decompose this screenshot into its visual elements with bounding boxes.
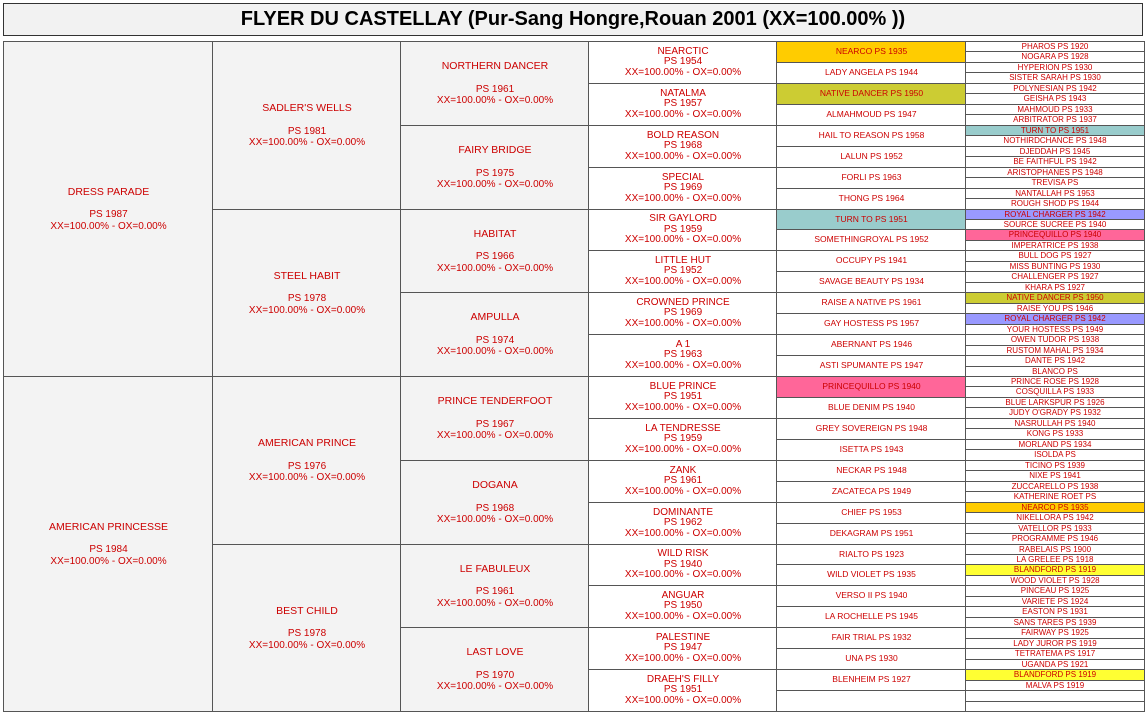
horse-name: LALUN PS 1952 [840, 151, 903, 162]
horse-name: SADLER'S WELLS [262, 102, 352, 115]
g5-horse-cell [776, 564, 967, 586]
horse-blood-percentage: XX=100.00% - OX=0.00% [624, 192, 742, 204]
horse-name: NANTALLAH PS 1953 [1015, 188, 1095, 198]
horse-name: DRESS PARADE [67, 185, 150, 198]
horse-name: OCCUPY PS 1941 [835, 255, 908, 266]
horse-breed-year: PS 1961 [663, 475, 703, 487]
horse-blood-percentage: XX=100.00% - OX=0.00% [248, 304, 366, 316]
g5-horse-cell [776, 188, 967, 210]
horse-name: NEARCO PS 1935 [835, 46, 908, 57]
horse-name: CHIEF PS 1953 [841, 507, 902, 518]
g5-horse-cell [776, 544, 967, 565]
horse-name: BLUE DENIM PS 1940 [828, 402, 915, 413]
page-title: FLYER DU CASTELLAY (Pur-Sang Hongre,Rouan 2001 (XX=100.00% )) [3, 3, 1143, 36]
horse-name: MISS BUNTING PS 1930 [1009, 261, 1101, 271]
horse-name: PRINCE ROSE PS 1928 [1010, 376, 1100, 386]
horse-breed-year: PS 1984 [89, 544, 128, 556]
horse-breed-year: PS 1974 [475, 334, 515, 346]
horse-name: YOUR HOSTESS PS 1949 [1006, 324, 1104, 334]
horse-name: NEARCO PS 1935 [1021, 502, 1089, 512]
horse-name: DRAEH'S FILLY [646, 673, 720, 685]
horse-breed-year: PS 1961 [475, 586, 515, 598]
horse-breed-year: PS 1966 [475, 251, 515, 263]
horse-name: NASRULLAH PS 1940 [1014, 418, 1096, 428]
horse-name: SANS TARES PS 1939 [1013, 617, 1097, 627]
horse-breed-year: PS 1952 [663, 265, 703, 277]
horse-name: RUSTOM MAHAL PS 1934 [1006, 345, 1104, 355]
g5-horse-cell [776, 376, 967, 398]
horse-name: OWEN TUDOR PS 1938 [1010, 335, 1100, 344]
horse-name: GAY HOSTESS PS 1957 [823, 318, 920, 329]
horse-name: WOOD VIOLET PS 1928 [1010, 575, 1100, 585]
g5-horse-cell [776, 690, 967, 712]
horse-breed-year: PS 1961 [475, 83, 515, 95]
horse-name: SPECIAL [661, 171, 705, 183]
g5-horse-cell [776, 523, 967, 545]
horse-breed-year: PS 1962 [663, 517, 703, 529]
horse-blood-percentage: XX=100.00% - OX=0.00% [248, 639, 366, 651]
horse-name: SIR GAYLORD [649, 213, 717, 225]
horse-name: NATALMA [660, 87, 706, 99]
horse-name: LA ROCHELLE PS 1945 [824, 611, 919, 622]
g5-horse-cell [776, 627, 967, 649]
horse-name: ANGUAR [661, 589, 705, 601]
horse-name: FAIRWAY PS 1925 [1021, 628, 1089, 637]
horse-name: A 1 [675, 338, 691, 350]
horse-name: SISTER SARAH PS 1930 [1009, 73, 1101, 82]
horse-blood-percentage: XX=100.00% - OX=0.00% [624, 569, 742, 581]
g5-horse-cell [776, 397, 967, 419]
horse-blood-percentage: XX=100.00% - OX=0.00% [624, 527, 742, 539]
horse-name: RAISE YOU PS 1946 [1016, 303, 1094, 313]
horse-name: ROUGH SHOD PS 1944 [1010, 199, 1100, 208]
horse-name: THONG PS 1964 [838, 193, 905, 204]
g5-horse-cell [776, 460, 967, 482]
g3-horse-cell [400, 376, 590, 461]
horse-blood-percentage: XX=100.00% - OX=0.00% [436, 179, 554, 191]
horse-breed-year: PS 1969 [663, 307, 703, 319]
g4-horse-cell [588, 669, 778, 712]
horse-name: ROYAL CHARGER PS 1942 [1004, 314, 1106, 323]
horse-name: UGANDA PS 1921 [1021, 659, 1089, 669]
horse-name: LA GRELEE PS 1918 [1016, 554, 1094, 564]
horse-blood-percentage: XX=100.00% - OX=0.00% [624, 150, 742, 162]
g5-horse-cell [776, 250, 967, 272]
horse-blood-percentage: XX=100.00% - OX=0.00% [436, 346, 554, 358]
horse-name: TICINO PS 1939 [1024, 460, 1086, 470]
horse-name: BLUE LARKSPUR PS 1926 [1005, 397, 1105, 407]
horse-blood-percentage: XX=100.00% - OX=0.00% [624, 359, 742, 371]
horse-breed-year: PS 1969 [663, 182, 703, 194]
g5-horse-cell [776, 209, 967, 230]
horse-name: KONG PS 1933 [1026, 429, 1084, 438]
horse-name: BE FAITHFUL PS 1942 [1013, 157, 1097, 166]
horse-name: STEEL HABIT [273, 269, 341, 282]
horse-name: LITTLE HUT [654, 254, 712, 266]
g4-horse-cell [588, 585, 778, 628]
horse-name: LADY ANGELA PS 1944 [825, 67, 918, 78]
horse-blood-percentage: XX=100.00% - OX=0.00% [624, 694, 742, 706]
g5-horse-cell [776, 418, 967, 440]
horse-name: NOTHIRDCHANCE PS 1948 [1003, 136, 1107, 145]
g5-horse-cell [776, 62, 967, 84]
horse-breed-year: PS 1950 [663, 600, 703, 612]
horse-name: VERSO II PS 1940 [835, 590, 908, 601]
g4-horse-cell [588, 334, 778, 377]
horse-name: BOLD REASON [646, 129, 720, 141]
horse-name: HABITAT [473, 227, 517, 240]
horse-name: RABELAIS PS 1900 [1018, 544, 1092, 554]
g3-horse-cell [400, 41, 590, 126]
horse-name: NECKAR PS 1948 [836, 465, 907, 476]
horse-breed-year: PS 1975 [475, 167, 515, 179]
g5-horse-cell [776, 167, 967, 189]
horse-breed-year: PS 1970 [475, 669, 515, 681]
horse-blood-percentage: XX=100.00% - OX=0.00% [624, 610, 742, 622]
horse-blood-percentage: XX=100.00% - OX=0.00% [624, 652, 742, 664]
g2-horse-cell [212, 376, 402, 545]
horse-name: NIKELLORA PS 1942 [1016, 513, 1094, 522]
g5-horse-cell [776, 669, 967, 691]
g3-horse-cell [400, 209, 590, 293]
horse-name: MALVA PS 1919 [1025, 680, 1085, 690]
horse-name: NOGARA PS 1928 [1021, 52, 1089, 61]
horse-breed-year: PS 1981 [287, 125, 327, 137]
horse-breed-year: PS 1959 [663, 433, 703, 445]
horse-blood-percentage: XX=100.00% - OX=0.00% [436, 514, 554, 526]
g5-horse-cell [776, 313, 967, 335]
horse-name: ARBITRATOR PS 1937 [1013, 115, 1097, 124]
g5-horse-cell [776, 146, 967, 168]
g5-horse-cell [776, 229, 967, 251]
horse-name: NATIVE DANCER PS 1950 [1006, 293, 1104, 302]
horse-name: BLUE PRINCE [649, 380, 717, 392]
g5-horse-cell [776, 334, 967, 356]
horse-name: ABERNANT PS 1946 [830, 339, 913, 350]
horse-name: AMERICAN PRINCESSE [48, 520, 169, 533]
horse-name: CROWNED PRINCE [636, 296, 730, 308]
g4-horse-cell [588, 125, 778, 168]
horse-name: BEST CHILD [276, 604, 338, 617]
horse-name: NIXE PS 1941 [1029, 471, 1081, 480]
horse-name: GEISHA PS 1943 [1023, 94, 1087, 103]
horse-breed-year: PS 1951 [663, 391, 703, 403]
horse-name: POLYNESIAN PS 1942 [1013, 83, 1097, 93]
horse-name: FAIR TRIAL PS 1932 [831, 632, 912, 643]
horse-name: DOGANA [472, 479, 518, 492]
horse-name: KHARA PS 1927 [1024, 282, 1086, 292]
horse-name: PHAROS PS 1920 [1021, 41, 1089, 51]
horse-name: NATIVE DANCER PS 1950 [819, 88, 924, 99]
horse-name: AMERICAN PRINCE [257, 437, 356, 450]
g5-horse-cell [776, 481, 967, 503]
g4-horse-cell [588, 41, 778, 84]
g4-horse-cell [588, 250, 778, 293]
g4-horse-cell [588, 292, 778, 335]
horse-name: WILD RISK [657, 548, 709, 560]
horse-blood-percentage: XX=100.00% - OX=0.00% [50, 555, 167, 567]
g4-horse-cell [588, 460, 778, 503]
horse-breed-year: PS 1940 [663, 558, 703, 570]
horse-blood-percentage: XX=100.00% - OX=0.00% [624, 234, 742, 246]
horse-breed-year: PS 1957 [663, 98, 703, 110]
horse-name: RIALTO PS 1923 [839, 548, 904, 559]
horse-name: CHALLENGER PS 1927 [1011, 272, 1099, 281]
horse-breed-year: PS 1947 [663, 642, 703, 654]
horse-blood-percentage: XX=100.00% - OX=0.00% [624, 275, 742, 287]
g2-horse-cell [212, 209, 402, 377]
g4-horse-cell [588, 544, 778, 586]
g5-horse-cell [776, 648, 967, 670]
horse-name: TURN TO PS 1951 [1020, 125, 1090, 135]
g5-horse-cell [776, 292, 967, 314]
g3-horse-cell [400, 125, 590, 210]
horse-name: PINCEAU PS 1925 [1020, 586, 1090, 595]
horse-blood-percentage: XX=100.00% - OX=0.00% [624, 317, 742, 329]
horse-breed-year: PS 1963 [663, 349, 703, 361]
horse-name: ARISTOPHANES PS 1948 [1007, 167, 1103, 177]
horse-name: BLANDFORD PS 1919 [1013, 565, 1097, 574]
horse-blood-percentage: XX=100.00% - OX=0.00% [50, 220, 167, 232]
horse-breed-year: PS 1954 [663, 56, 703, 68]
horse-name: NORTHERN DANCER [441, 60, 549, 73]
horse-blood-percentage: XX=100.00% - OX=0.00% [624, 66, 742, 78]
horse-name: PALESTINE [655, 631, 711, 643]
horse-name: BLENHEIM PS 1927 [832, 674, 911, 685]
horse-name: DEKAGRAM PS 1951 [829, 528, 914, 539]
horse-breed-year: PS 1968 [475, 502, 515, 514]
horse-blood-percentage: XX=100.00% - OX=0.00% [624, 401, 742, 413]
horse-name: FAIRY BRIDGE [458, 144, 532, 157]
horse-breed-year: PS 1951 [663, 684, 703, 696]
g4-horse-cell [588, 209, 778, 251]
g4-horse-cell [588, 627, 778, 670]
horse-name: PROGRAMME PS 1946 [1011, 534, 1099, 543]
horse-breed-year: PS 1987 [89, 209, 128, 221]
g5-horse-cell [776, 125, 967, 147]
horse-name: LADY JUROR PS 1919 [1013, 638, 1097, 648]
horse-name: RAISE A NATIVE PS 1961 [821, 297, 922, 308]
g4-horse-cell [588, 418, 778, 461]
horse-blood-percentage: XX=100.00% - OX=0.00% [248, 472, 366, 484]
g4-horse-cell [588, 83, 778, 126]
horse-name: ASTI SPUMANTE PS 1947 [819, 360, 924, 371]
horse-breed-year: PS 1978 [287, 293, 327, 305]
horse-name: UNA PS 1930 [845, 653, 898, 664]
horse-name: BLANCO PS [1032, 366, 1078, 376]
g4-horse-cell [588, 502, 778, 545]
g2-horse-cell [212, 544, 402, 712]
horse-name: PRINCEQUILLO PS 1940 [822, 381, 921, 392]
horse-name: TREVISA PS [1031, 178, 1079, 187]
horse-name: HAIL TO REASON PS 1958 [818, 130, 925, 141]
g3-horse-cell [400, 627, 590, 712]
g5-horse-cell [776, 439, 967, 461]
horse-breed-year: PS 1976 [287, 460, 327, 472]
g5-horse-cell [776, 83, 967, 105]
horse-name: DANTE PS 1942 [1024, 356, 1086, 365]
horse-name: ROYAL CHARGER PS 1942 [1004, 209, 1106, 219]
horse-name: KATHERINE ROET PS [1013, 492, 1097, 501]
g1-horse-cell [3, 41, 214, 377]
horse-blood-percentage: XX=100.00% - OX=0.00% [624, 108, 742, 120]
horse-name: ISETTA PS 1943 [839, 444, 904, 455]
horse-name: VARIETE PS 1924 [1021, 596, 1089, 606]
horse-name: HYPERION PS 1930 [1017, 62, 1093, 72]
horse-breed-year: PS 1968 [663, 140, 703, 152]
horse-name: TURN TO PS 1951 [835, 213, 908, 224]
horse-blood-percentage: XX=100.00% - OX=0.00% [436, 95, 554, 107]
horse-name: AMPULLA [470, 311, 520, 324]
horse-name: GREY SOVEREIGN PS 1948 [815, 423, 928, 434]
g3-horse-cell [400, 292, 590, 377]
g5-horse-cell [776, 585, 967, 607]
horse-name: BLANDFORD PS 1919 [1013, 670, 1097, 679]
horse-name: SAVAGE BEAUTY PS 1934 [819, 276, 924, 287]
g4-horse-cell [588, 167, 778, 210]
horse-name: LE FABULEUX [459, 562, 531, 575]
horse-name: FORLI PS 1963 [841, 172, 902, 183]
g5-horse-cell [776, 271, 967, 293]
horse-name: DOMINANTE [653, 506, 713, 518]
horse-name: DJEDDAH PS 1945 [1019, 146, 1091, 156]
horse-name: ISOLDA PS [1034, 450, 1076, 459]
horse-name: ZACATECA PS 1949 [831, 486, 912, 497]
g5-horse-cell [776, 355, 967, 377]
g5-horse-cell [776, 502, 967, 524]
horse-blood-percentage: XX=100.00% - OX=0.00% [436, 430, 554, 442]
horse-name: ZUCCARELLO PS 1938 [1011, 481, 1099, 491]
g3-horse-cell [400, 460, 590, 545]
horse-name: ZANK [669, 464, 697, 476]
horse-name: SOURCE SUCREE PS 1940 [1003, 219, 1107, 229]
g5-horse-cell [776, 41, 967, 63]
horse-blood-percentage: XX=100.00% - OX=0.00% [624, 443, 742, 455]
g1-horse-cell [3, 376, 214, 712]
g2-horse-cell [212, 41, 402, 210]
horse-name: LAST LOVE [466, 646, 524, 659]
horse-name: COSQUILLA PS 1933 [1015, 387, 1095, 396]
horse-name: NEARCTIC [657, 45, 709, 57]
horse-name: SOMETHINGROYAL PS 1952 [814, 234, 929, 245]
horse-name: JUDY O'GRADY PS 1932 [1009, 408, 1101, 417]
horse-blood-percentage: XX=100.00% - OX=0.00% [436, 681, 554, 693]
g3-horse-cell [400, 544, 590, 628]
g4-horse-cell [588, 376, 778, 419]
horse-name: BULL DOG PS 1927 [1018, 251, 1092, 260]
horse-breed-year: PS 1959 [663, 223, 703, 235]
g6-horse-cell [965, 701, 1145, 712]
horse-breed-year: PS 1978 [287, 628, 327, 640]
horse-name: PRINCEQUILLO PS 1940 [1008, 230, 1102, 239]
horse-blood-percentage: XX=100.00% - OX=0.00% [624, 485, 742, 497]
horse-name: EASTON PS 1931 [1022, 607, 1088, 616]
horse-name: WILD VIOLET PS 1935 [827, 569, 916, 580]
horse-blood-percentage: XX=100.00% - OX=0.00% [436, 597, 554, 609]
horse-blood-percentage: XX=100.00% - OX=0.00% [248, 137, 366, 149]
g5-horse-cell [776, 606, 967, 628]
horse-name: MAHMOUD PS 1933 [1017, 104, 1093, 114]
horse-blood-percentage: XX=100.00% - OX=0.00% [436, 262, 554, 274]
horse-name: MORLAND PS 1934 [1018, 439, 1092, 449]
horse-name: TETRATEMA PS 1917 [1014, 649, 1096, 658]
horse-name: ALMAHMOUD PS 1947 [826, 109, 917, 120]
horse-breed-year: PS 1967 [475, 418, 515, 430]
horse-name: LA TENDRESSE [645, 422, 721, 434]
g5-horse-cell [776, 104, 967, 126]
horse-name: IMPERATRICE PS 1938 [1011, 240, 1099, 250]
horse-name: VATELLOR PS 1933 [1018, 523, 1092, 533]
horse-name: PRINCE TENDERFOOT [437, 395, 553, 408]
